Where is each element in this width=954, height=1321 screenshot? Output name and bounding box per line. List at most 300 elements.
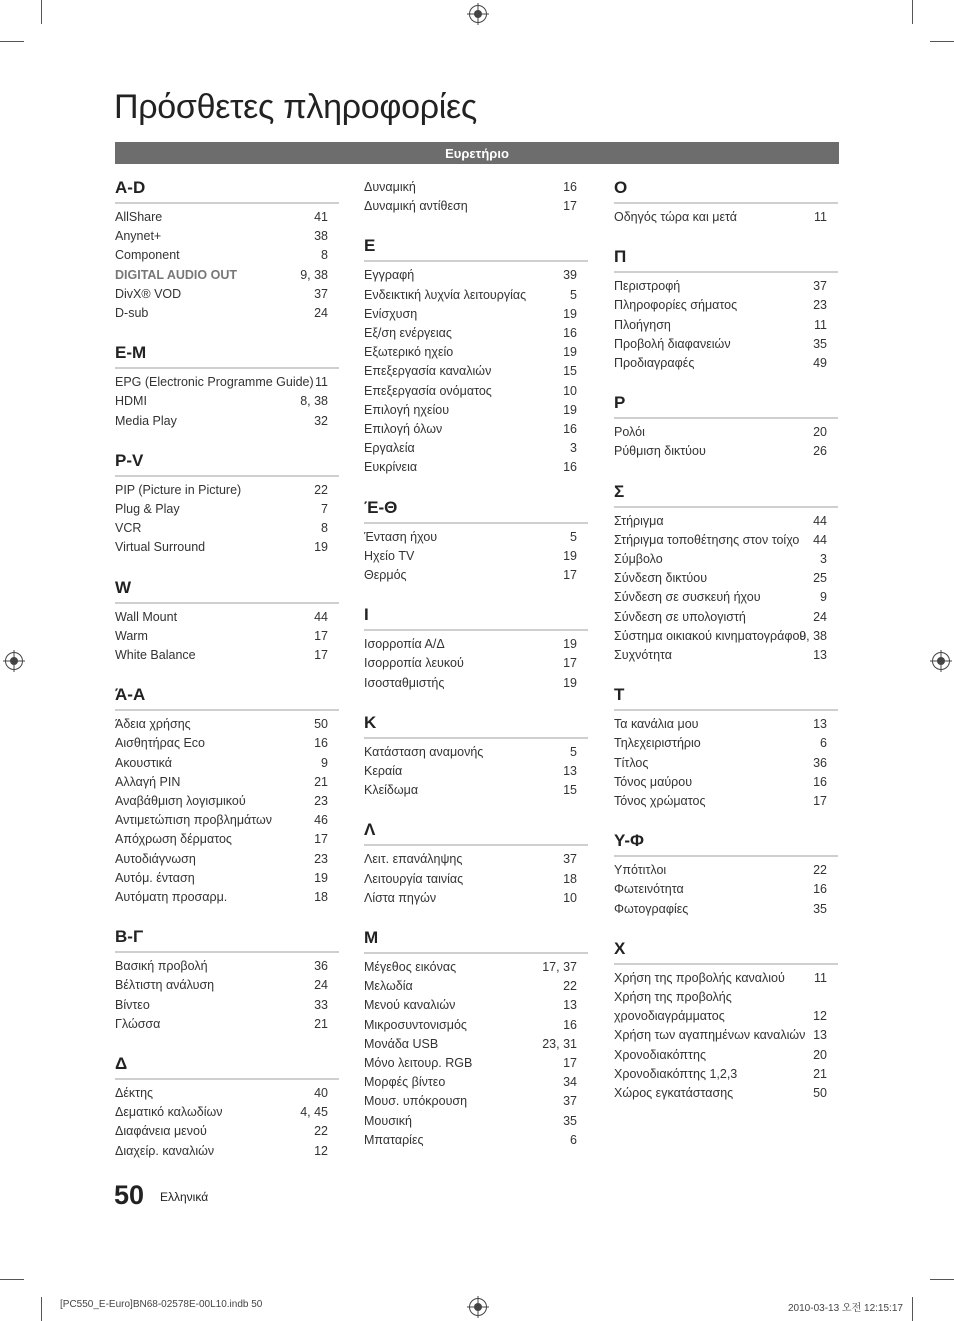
heading-rule <box>115 202 339 204</box>
index-term: Επιλογή όλων <box>364 422 443 436</box>
index-term: Οδηγός τώρα και μετά <box>614 210 737 224</box>
index-entry <box>115 392 328 411</box>
index-page-ref: 37 <box>563 852 577 867</box>
heading-rule <box>115 367 339 369</box>
index-entry <box>614 608 827 627</box>
index-letter-heading <box>364 605 588 625</box>
crop-mark <box>930 1279 954 1280</box>
registration-mark-icon <box>469 5 487 23</box>
index-term: Βίντεο <box>115 997 150 1012</box>
index-page-ref: 39 <box>563 268 577 283</box>
index-entry <box>614 1007 827 1026</box>
index-term: Ακουστικά <box>115 755 172 770</box>
heading-rule <box>115 951 339 953</box>
index-entry <box>364 654 577 673</box>
index-term: Plug & Play <box>115 502 180 516</box>
index-heading-label: W <box>115 577 132 597</box>
heading-rule <box>115 602 339 604</box>
index-term: Φωτεινότητα <box>614 882 684 897</box>
index-page-ref: 3 <box>570 441 577 456</box>
index-page-ref: 19 <box>563 306 577 321</box>
index-term: Αυτόματη προσαρμ. <box>115 890 228 904</box>
index-entry <box>364 1131 577 1150</box>
index-entry <box>364 1016 577 1035</box>
index-page-ref: 18 <box>314 890 328 904</box>
index-term: Γλώσσα <box>115 1016 161 1031</box>
crop-mark <box>912 1297 913 1321</box>
index-term: Εξωτερικό ηχείο <box>364 345 454 360</box>
index-letter-heading <box>614 939 838 959</box>
index-page-ref: 20 <box>813 1047 827 1062</box>
index-term: Μονάδα USB <box>364 1036 439 1051</box>
index-entry <box>115 850 328 869</box>
index-heading-label: Υ-Φ <box>614 831 645 851</box>
index-entry <box>364 362 577 381</box>
index-term: Anynet+ <box>115 229 162 244</box>
index-letter-heading <box>115 343 339 363</box>
index-page-ref: 50 <box>314 717 328 732</box>
heading-rule <box>364 737 588 739</box>
index-page-ref: 12 <box>813 1009 827 1024</box>
index-entry <box>614 792 827 811</box>
index-entry <box>115 715 328 734</box>
index-heading-label: Β-Γ <box>115 927 144 947</box>
page-title: Πρόσθετες πληροφορίες <box>114 88 477 126</box>
index-heading-label: Κ <box>364 712 377 732</box>
index-term: Χρήση της προβολής <box>614 990 732 1004</box>
index-letter-heading <box>115 685 339 705</box>
index-term: Αντιμετώπιση προβλημάτων <box>115 813 273 828</box>
index-page-ref: 23 <box>314 851 328 866</box>
index-entry <box>614 861 827 880</box>
index-entry <box>115 500 328 519</box>
index-page-ref: 3 <box>820 552 827 566</box>
index-term: Διαχείρ. καναλιών <box>115 1143 215 1158</box>
index-page-ref: 17 <box>563 199 577 214</box>
index-page-ref: 11 <box>814 317 827 332</box>
index-page-ref: 13 <box>813 717 827 732</box>
index-term: Διαφάνεια μενού <box>115 1124 207 1139</box>
index-letter-heading <box>364 498 588 518</box>
index-page-ref: 25 <box>813 571 827 586</box>
index-page-ref: 18 <box>563 871 577 886</box>
index-page-ref: 49 <box>813 356 827 370</box>
index-page-ref: 19 <box>314 540 328 555</box>
index-page-ref: 36 <box>314 959 328 974</box>
index-term: White Balance <box>115 648 196 662</box>
index-term: Φωτογραφίες <box>614 901 689 916</box>
index-term: Μορφές βίντεο <box>364 1075 446 1090</box>
index-term: Στήριγμα <box>614 513 664 528</box>
index-page-ref: 36 <box>813 755 827 770</box>
index-entry <box>115 754 328 773</box>
index-page-ref: 17 <box>314 628 328 643</box>
index-page-ref: 26 <box>813 444 827 459</box>
index-page-ref: 16 <box>563 460 577 475</box>
index-term: Μελωδία <box>364 979 413 994</box>
index-heading-label: P-V <box>115 450 144 470</box>
index-entry <box>364 305 577 324</box>
index-entry <box>364 870 577 889</box>
index-entry <box>115 646 328 665</box>
index-entry <box>115 1103 328 1122</box>
index-page-ref: 5 <box>570 529 577 544</box>
index-term: Βέλτιστη ανάλυση <box>115 978 215 993</box>
index-entry <box>614 1026 827 1045</box>
index-term: Λίστα πηγών <box>364 890 437 905</box>
index-term: Άδεια χρήσης <box>115 717 191 732</box>
index-term: Μικροσυντονισμός <box>364 1017 467 1032</box>
index-page-ref: 37 <box>314 286 328 301</box>
index-entry <box>614 880 827 899</box>
index-entry <box>364 197 577 216</box>
index-page-ref: 21 <box>314 1016 328 1031</box>
index-entry <box>614 988 827 1007</box>
index-entry <box>115 957 328 976</box>
index-term: Αλλαγή PIN <box>115 774 181 789</box>
index-page-ref: 21 <box>314 774 328 789</box>
index-entry <box>614 296 827 315</box>
index-entry <box>364 439 577 458</box>
index-entry <box>364 889 577 908</box>
index-page-ref: 9 <box>321 755 328 770</box>
heading-rule <box>614 855 838 857</box>
index-term: Ρύθμιση δικτύου <box>614 444 706 459</box>
index-page-ref: 16 <box>314 736 328 751</box>
index-term: Virtual Surround <box>115 540 206 555</box>
index-term: Σύνδεση σε υπολογιστή <box>614 609 746 624</box>
index-page-ref: 37 <box>563 1094 577 1109</box>
index-term: Στήριγμα τοποθέτησης στον τοίχο <box>614 532 800 547</box>
index-page-ref: 22 <box>314 482 328 497</box>
index-entry <box>614 969 827 988</box>
heading-rule <box>614 271 838 273</box>
index-entry <box>614 208 827 227</box>
index-page-ref: 10 <box>563 383 577 398</box>
index-entry <box>614 734 827 753</box>
index-heading-label: E-M <box>115 343 147 363</box>
index-page-ref: 19 <box>563 345 577 360</box>
index-letter-heading <box>115 578 339 598</box>
index-page-ref: 17 <box>563 568 577 582</box>
index-term: Ηχείο TV <box>364 548 415 563</box>
index-term: Χρήση των αγαπημένων καναλιών <box>614 1028 806 1043</box>
index-page-ref: 5 <box>570 744 577 759</box>
index-page-ref: 22 <box>813 863 827 878</box>
index-entry <box>364 286 577 305</box>
index-term: Εγγραφή <box>364 268 415 283</box>
index-page-ref: 22 <box>563 979 577 994</box>
index-page-ref: 23, 31 <box>542 1036 577 1051</box>
index-heading-label: Έ-Θ <box>364 497 398 517</box>
index-term: Τα κανάλια μου <box>614 717 699 732</box>
heading-rule <box>115 709 339 711</box>
index-entry <box>364 178 577 197</box>
index-letter-heading <box>614 247 838 267</box>
index-entry <box>364 324 577 343</box>
index-page-ref: 9 <box>820 590 827 605</box>
index-page-ref: 24 <box>314 978 328 993</box>
index-entry <box>115 481 328 500</box>
index-term: Σύστημα οικιακού κινηματογράφου <box>614 628 807 643</box>
index-term: Υπότιτλοι <box>614 863 667 878</box>
section-header: Ευρετήριο <box>115 142 839 164</box>
index-entry <box>614 531 827 550</box>
index-term: Ένταση ήχου <box>364 529 438 544</box>
index-page-ref: 17, 37 <box>542 960 577 974</box>
index-entry <box>115 811 328 830</box>
index-entry <box>115 538 328 557</box>
index-term: Χρήση της προβολής καναλιού <box>614 970 785 985</box>
index-term: Πλοήγηση <box>614 317 671 332</box>
index-page-ref: 19 <box>563 548 577 563</box>
index-page-ref: 8, 38 <box>300 394 328 409</box>
index-letter-heading <box>364 236 588 256</box>
index-page-ref: 8 <box>321 248 328 263</box>
index-heading-label: Ο <box>614 178 628 197</box>
index-page-ref: 44 <box>813 513 827 528</box>
index-heading-label: Ά-Α <box>115 685 146 705</box>
index-term: Χώρος εγκατάστασης <box>614 1086 734 1100</box>
crop-mark <box>0 1279 24 1280</box>
page-language: Ελληνικά <box>160 1190 209 1204</box>
index-entry <box>115 830 328 849</box>
index-page-ref: 20 <box>813 425 827 440</box>
index-entry <box>115 412 328 431</box>
index-entry <box>115 1084 328 1103</box>
index-entry <box>364 420 577 439</box>
index-letter-heading <box>614 831 838 851</box>
index-page-ref: 11 <box>814 970 827 985</box>
index-entry <box>115 208 328 227</box>
index-entry <box>364 762 577 781</box>
index-heading-label: Ρ <box>614 393 626 413</box>
index-term: Δεματικό καλωδίων <box>115 1105 223 1120</box>
index-page-ref: 13 <box>813 648 827 662</box>
index-page-ref: 4, 45 <box>300 1105 328 1120</box>
index-page-ref: 13 <box>563 764 577 778</box>
index-term: Μέγεθος εικόνας <box>364 960 457 974</box>
index-letter-heading <box>364 713 588 733</box>
index-entry <box>115 1122 328 1141</box>
crop-mark <box>930 41 954 42</box>
index-term: Σύνδεση δικτύου <box>614 571 708 586</box>
index-page-ref: 24 <box>813 609 827 624</box>
index-term: Μουσική <box>364 1113 412 1128</box>
index-entry <box>115 266 328 285</box>
index-page-ref: 19 <box>563 637 577 652</box>
index-page-ref: 16 <box>813 882 827 897</box>
index-page-ref: 35 <box>563 1113 577 1128</box>
index-page-ref: 21 <box>813 1066 827 1081</box>
index-entry <box>115 1015 328 1034</box>
index-term: EPG (Electronic Programme Guide) <box>115 375 314 390</box>
index-entry <box>364 1035 577 1054</box>
index-letter-heading <box>614 393 838 413</box>
index-entry <box>614 1084 827 1103</box>
index-term: AllShare <box>115 210 163 224</box>
index-letter-heading <box>115 1054 339 1074</box>
index-term: Επεξεργασία καναλιών <box>364 364 492 379</box>
index-term: Σύνδεση σε συσκευή ήχου <box>614 590 761 605</box>
index-entry <box>614 1046 827 1065</box>
index-term: VCR <box>115 521 142 536</box>
index-term: Μενού καναλιών <box>364 998 456 1013</box>
index-letter-heading <box>115 451 339 471</box>
index-term: Περιστροφή <box>614 279 681 294</box>
index-term: Τίτλος <box>614 755 649 770</box>
index-entry <box>115 246 328 265</box>
index-page-ref: 38 <box>314 229 328 244</box>
index-page-ref: 16 <box>813 774 827 789</box>
index-letter-heading <box>115 178 339 198</box>
heading-rule <box>364 260 588 262</box>
index-entry <box>115 627 328 646</box>
index-page-ref: 37 <box>813 279 827 294</box>
index-term: Media Play <box>115 413 177 428</box>
index-page-ref: 11 <box>315 375 328 390</box>
index-term: Χρονοδιακόπτης 1,2,3 <box>614 1066 738 1081</box>
index-page-ref: 5 <box>570 287 577 302</box>
index-letter-heading <box>364 820 588 840</box>
footer-timestamp: 2010-03-13 오전 12:15:17 <box>788 1303 903 1314</box>
index-term: Αναβάθμιση λογισμικού <box>115 794 246 808</box>
index-entry <box>115 304 328 323</box>
index-entry <box>364 458 577 477</box>
heading-rule <box>364 844 588 846</box>
index-heading-label: Σ <box>614 481 625 501</box>
index-letter-heading <box>364 928 588 948</box>
index-entry <box>614 423 827 442</box>
index-page-ref: 34 <box>563 1075 577 1090</box>
index-entry <box>614 512 827 531</box>
index-entry <box>115 976 328 995</box>
index-page-ref: 16 <box>563 180 577 194</box>
index-term: Δυναμική <box>364 180 416 194</box>
index-entry <box>614 550 827 569</box>
index-term: Κατάσταση αναμονής <box>364 744 484 759</box>
crop-mark <box>41 0 42 24</box>
index-term: D-sub <box>115 306 149 320</box>
footer-file-info: [PC550_E-Euro]BN68-02578E-00L10.indb 50 <box>60 1299 263 1310</box>
index-term: Τηλεχειριστήριο <box>614 736 701 751</box>
index-page-ref: 6 <box>820 736 827 751</box>
index-entry <box>614 588 827 607</box>
index-heading-label: Ι <box>364 605 369 625</box>
index-letter-heading <box>614 178 838 198</box>
index-heading-label: Π <box>614 247 627 267</box>
index-term: PIP (Picture in Picture) <box>115 482 242 497</box>
index-term: Πληροφορίες σήματος <box>614 298 738 313</box>
index-page-ref: 11 <box>814 210 827 224</box>
index-page-ref: 16 <box>563 422 577 436</box>
index-entry <box>364 635 577 654</box>
index-entry <box>364 547 577 566</box>
index-page-ref: 35 <box>813 901 827 916</box>
index-term: Wall Mount <box>115 609 178 624</box>
index-entry <box>364 850 577 869</box>
crop-mark <box>41 1297 42 1321</box>
index-page-ref: 24 <box>314 306 328 320</box>
index-page-ref: 13 <box>813 1028 827 1043</box>
index-term: Θερμός <box>364 568 407 582</box>
page-number: 50 <box>114 1180 145 1210</box>
index-entry <box>614 754 827 773</box>
index-entry <box>364 528 577 547</box>
index-page-ref: 23 <box>314 794 328 808</box>
index-term: Μόνο λειτουρ. RGB <box>364 1056 473 1070</box>
index-heading-label: Ε <box>364 236 376 256</box>
index-entry <box>364 1054 577 1073</box>
index-page-ref: 46 <box>314 813 328 828</box>
index-entry <box>115 519 328 538</box>
index-entry <box>115 734 328 753</box>
index-entry <box>364 958 577 977</box>
index-term: χρονοδιαγράμματος <box>614 1009 725 1024</box>
index-entry <box>614 627 827 646</box>
index-heading-label: Δ <box>115 1054 128 1073</box>
index-term: Αυτοδιάγνωση <box>115 851 196 866</box>
index-entry <box>614 335 827 354</box>
heading-rule <box>115 1078 339 1080</box>
index-entry <box>614 277 827 296</box>
index-page-ref: 17 <box>563 1056 577 1070</box>
index-page-ref: 12 <box>314 1143 328 1158</box>
index-term: Τόνος χρώματος <box>614 794 706 808</box>
index-entry <box>614 1065 827 1084</box>
index-entry <box>614 569 827 588</box>
index-term: Αισθητήρας Eco <box>115 736 205 751</box>
index-entry <box>364 1092 577 1111</box>
index-page-ref: 40 <box>314 1086 328 1100</box>
index-letter-heading <box>614 482 838 502</box>
index-page-ref: 16 <box>563 326 577 340</box>
index-letter-heading <box>115 927 339 947</box>
index-term: Ισορροπία Α/Δ <box>364 637 445 652</box>
index-term: Μπαταρίες <box>364 1132 424 1147</box>
index-entry <box>614 646 827 665</box>
index-term: Εξ/ση ενέργειας <box>364 326 452 340</box>
index-term: Προδιαγραφές <box>614 356 695 370</box>
registration-mark-icon <box>5 652 23 670</box>
index-term: Λειτουργία ταινίας <box>364 871 464 886</box>
heading-rule <box>614 963 838 965</box>
index-entry <box>614 773 827 792</box>
index-entry <box>364 674 577 693</box>
index-page-ref: 15 <box>563 783 577 798</box>
index-entry <box>115 888 328 907</box>
index-term: Ρολόι <box>614 425 645 440</box>
index-entry <box>364 343 577 362</box>
index-page-ref: 19 <box>563 675 577 690</box>
index-page-ref: 32 <box>314 413 328 428</box>
index-page-ref: 44 <box>314 609 328 624</box>
heading-rule <box>364 522 588 524</box>
index-page-ref: 50 <box>813 1086 827 1100</box>
index-page-ref: 6 <box>570 1132 577 1147</box>
index-page-ref: 7 <box>321 502 328 516</box>
index-page-ref: 17 <box>563 656 577 671</box>
index-entry <box>364 977 577 996</box>
index-term: DivX® VOD <box>115 286 182 301</box>
index-page-ref: 17 <box>813 794 827 808</box>
index-page-ref: 33 <box>314 997 328 1012</box>
index-page-ref: 22 <box>314 1124 328 1139</box>
index-page-ref: 35 <box>813 336 827 351</box>
heading-rule <box>614 506 838 508</box>
index-entry <box>115 285 328 304</box>
index-entry <box>614 316 827 335</box>
